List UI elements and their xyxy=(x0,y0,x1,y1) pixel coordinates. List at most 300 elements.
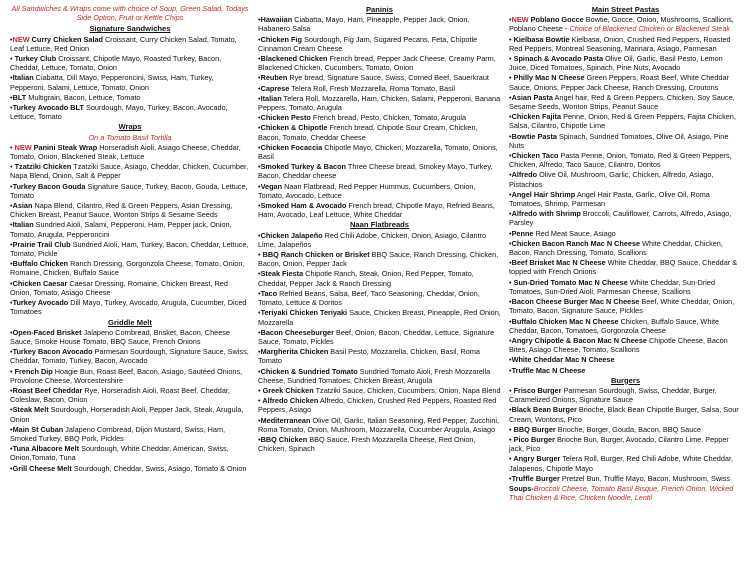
bullet: • xyxy=(10,366,13,376)
bullet: • xyxy=(258,347,261,357)
menu-item-italian xyxy=(10,73,250,91)
menu-item-angel-hair-shrimp xyxy=(509,190,742,208)
bullet: • xyxy=(10,444,13,454)
menu-item-panini-steak-wrap xyxy=(10,143,250,161)
bullet: • xyxy=(258,396,261,406)
item-description: French bread, Chipotle Sour Cream, Chicken, Bacon, Tomato, Cheddar Cheese xyxy=(258,123,478,142)
item-name: Alfredo Chicken xyxy=(260,396,319,406)
section-subtitle-wraps: On a Tomato Basil Tortilla xyxy=(88,132,172,142)
item-name: BBQ Burger xyxy=(511,424,556,434)
item-description: Brioche Bun, Burger, Avocado, Cilantro Lime, Pepper jack, Pico xyxy=(509,434,729,454)
item-name: Kielbasa Bowtie xyxy=(511,34,570,44)
item-description: Parmesan Sourdough, Swiss, Cheddar, Burger, Caramelized Onions, Signature Sauce xyxy=(509,385,717,405)
item-name: Chicken Fig xyxy=(260,34,302,44)
item-name: Caprese xyxy=(260,83,290,93)
bullet: • xyxy=(509,209,512,219)
menu-item-spinach-avocado-pasta xyxy=(509,54,742,72)
item-name: Truffle Mac N Cheese xyxy=(511,365,586,375)
menu-item-buffalo-chicken-mac-n-cheese xyxy=(509,317,742,335)
menu-item-turkey-avocado-blt xyxy=(10,103,250,121)
menu-item-roast-beef-cheddar xyxy=(10,386,250,404)
item-description: Sundried Aioli, Ham, Turkey, Bacon, Cheddar, Lettuce, Tomato, Pickle xyxy=(10,239,249,259)
item-name: Chicken Fajita xyxy=(511,112,562,122)
bullet: • xyxy=(10,298,13,308)
bullet: • xyxy=(509,277,512,287)
item-description: Jalapeno Cornbread, Brisket, Bacon, Cheese Sauce, Smoke House Tomato, BBQ Sauce, French Onions xyxy=(10,327,230,346)
item-name: Teriyaki Chicken Teriyaki xyxy=(260,308,348,318)
item-name: Tuna Albacore Melt xyxy=(12,444,80,454)
item-description: French bread, Pepper Jack Cheese, Creamy Parm, Blackened Chicken, Cucumbers, Tomato, Onion xyxy=(258,54,496,73)
item-description: Ciabatta, Mayo, Ham, Pineapple, Pepper Jack, Onion, Habanero Salsa xyxy=(258,15,470,34)
bullet: • xyxy=(10,34,13,44)
bullet: • xyxy=(509,238,512,248)
bullet: • xyxy=(509,424,512,434)
bullet: • xyxy=(509,15,512,25)
menu-item-mediterranean xyxy=(258,416,501,434)
new-badge: NEW xyxy=(511,15,529,25)
item-description: Pretzel Bun, Truffle Mayo, Bacon, Mushroom, Swiss xyxy=(559,473,731,483)
bullet: • xyxy=(258,327,261,337)
item-description: Naan Flatbread, Red Pepper Hummus, Cucumbers, Onion, Tomato, Avocado, Lettuce xyxy=(258,181,476,200)
item-name: Alfredo xyxy=(511,170,538,180)
item-name: Panini Steak Wrap xyxy=(31,142,98,152)
bullet: • xyxy=(509,228,512,238)
bullet: • xyxy=(509,316,512,326)
item-name: Bowtie Pasta xyxy=(511,131,557,141)
item-description: Parmesan Sourdough, Signature Sauce, Swiss, Cheddar, Tomato, Turkey, Bacon, Avocado xyxy=(10,347,249,366)
item-description: Croissant, Chipotle Mayo, Roasted Turkey, Bacon, Cheddar, Lettuce, Tomato, Onion xyxy=(10,54,222,73)
menu-item-prairie-trail-club xyxy=(10,240,250,258)
item-name: Chicken Caesar xyxy=(12,278,68,288)
bullet: • xyxy=(258,366,261,376)
item-option-note: Choice of Blackened Chicken or Blackened Steak xyxy=(569,24,731,34)
bullet: • xyxy=(258,15,261,25)
menu-item-italian xyxy=(10,220,250,238)
item-name: Prairie Trail Club xyxy=(12,239,71,249)
item-name: BLT xyxy=(12,92,27,102)
bullet: • xyxy=(10,424,13,434)
bullet: • xyxy=(10,405,13,415)
menu-item-angry-burger xyxy=(509,454,742,472)
bullet: • xyxy=(10,239,13,249)
menu-item-philly-mac-n-cheese xyxy=(509,73,742,91)
bullet: • xyxy=(258,269,261,279)
bullet: • xyxy=(10,220,13,230)
item-name: Spinach & Avocado Pasta xyxy=(511,54,604,64)
item-name: Mediterranean xyxy=(260,415,311,425)
item-name: Asian xyxy=(12,201,33,211)
menu-item-white-cheddar-mac-n-cheese xyxy=(509,355,742,364)
menu-item-bbq-burger xyxy=(509,425,742,434)
bullet: • xyxy=(258,54,261,64)
menu-item-alfredo-with-shrimp xyxy=(509,209,742,227)
menu-item-taco xyxy=(258,289,501,307)
bullet: • xyxy=(509,454,512,464)
item-description: Signature Sauce, Turkey, Bacon, Gouda, Lettuce, Tomato xyxy=(10,181,248,200)
menu-item-bbq-chicken xyxy=(258,435,501,453)
item-name: Chicken & Sundried Tomato xyxy=(260,366,358,376)
item-description: Caesar Dressing, Romaine, Chicken Breast, Red Onion, Tomato, Asiago Cheese xyxy=(10,278,228,297)
item-description: Rye, Horseradish Aioli, Roast Beef, Cheddar, Coleslaw, Bacon, Onion xyxy=(10,385,230,405)
section-title-paninis: Paninis xyxy=(365,5,393,14)
item-description: Bowtie, Gocce, Onion, Mushrooms, Scallions, Poblano Cheese - xyxy=(509,15,734,34)
item-description: Sauce, Chicken Breast, Pineapple, Red Onion, Mozzarella xyxy=(258,308,501,327)
menu-item-chicken-fig xyxy=(258,35,501,53)
menu-item-tuna-albacore-melt xyxy=(10,444,250,462)
menu-item-reuben xyxy=(258,73,501,82)
item-description: Green Peppers, Roast Beef, White Cheddar Sauce, Onions, Pepper Jack Cheese, Ranch Dressing, Croutons xyxy=(509,73,729,92)
section-title-main-street-pastas: Main Street Pastas xyxy=(591,5,660,14)
item-name: Margherita Chicken xyxy=(260,347,329,357)
menu-item-steak-melt xyxy=(10,405,250,423)
item-name: Italian xyxy=(12,220,34,230)
item-name: Chicken Pesto xyxy=(260,113,311,123)
menu-item-steak-fiesta xyxy=(258,269,501,287)
item-name: Smoked Turkey & Bacon xyxy=(260,162,346,172)
item-description: Chipotle Cheese, Bacon Bites, Asiago Cheese, Tomato, Scallions xyxy=(509,335,728,355)
menu-item-greek-chicken xyxy=(258,386,501,395)
item-name: Angry Chipotle & Bacon Mac N Cheese xyxy=(511,335,647,345)
bullet: • xyxy=(258,162,261,172)
item-name: Chicken Taco xyxy=(511,151,559,161)
menu-item-bacon-cheeseburger xyxy=(258,328,501,346)
menu-item-teriyaki-chicken-teriyaki xyxy=(258,308,501,326)
item-name: Tzatziki Chicken xyxy=(12,162,72,172)
item-description: Beef, Onion, Bacon, Cheddar, Lettuce, Signature Sauce, Tomato, Pickles xyxy=(258,327,495,346)
item-description: Multigrain, Bacon, Lettuce, Tomato xyxy=(26,92,141,102)
column-middle xyxy=(254,4,505,580)
item-description: Telera Roll, Burger, Red Chili Adobe, White Cheddar, Jalapenos, Chipotle Mayo xyxy=(509,454,734,473)
bullet: • xyxy=(258,93,261,103)
item-name: Beef Brisket Mac N Cheese xyxy=(511,258,606,268)
item-name: Sun-Dried Tomato Mac N Cheese xyxy=(511,277,628,287)
menu-item-beef-brisket-mac-n-cheese xyxy=(509,258,742,276)
item-description: French bread, Pesto, Chicken, Tomato, Arugula xyxy=(310,113,467,123)
menu-item-truffle-mac-n-cheese xyxy=(509,366,742,375)
menu-item-chicken-caesar xyxy=(10,279,250,297)
section-title-griddle-melt: Griddle Melt xyxy=(108,317,152,327)
bullet: • xyxy=(258,201,261,211)
menu-item-chicken-pesto xyxy=(258,113,501,122)
menu-item-buffalo-chicken xyxy=(10,259,250,277)
item-description: Chicken, Buffalo Sauce, White Cheddar, Bacon, Tomatoes, Gorgonzola Cheese xyxy=(509,316,720,335)
item-name: Turkey Bacon Avocado xyxy=(12,347,93,357)
item-description: Napa Blend, Cilantro, Red & Green Peppers, Asian Dressing, Chicken Breast, Peanut Sauce, Wonton Strips & Sesame Seeds xyxy=(10,201,233,220)
item-description: French bread, Chipotle Mayo, Refried Beans, Ham, Avocado, Leaf Lettuce, White Cheddar xyxy=(258,201,495,220)
menu-item-chicken-focaccia xyxy=(258,143,501,161)
item-name: Penne xyxy=(511,228,534,238)
soups-line xyxy=(509,484,742,502)
item-name: Bacon Cheese Burger Mac N Cheese xyxy=(511,297,640,307)
bullet: • xyxy=(10,201,13,211)
bullet: • xyxy=(258,385,261,395)
bullet: • xyxy=(509,112,512,122)
column-left xyxy=(6,4,254,580)
item-name: Poblano Gocce xyxy=(528,15,584,25)
item-name: Chicken Bacon Ranch Mac N Cheese xyxy=(511,238,641,248)
bullet: • xyxy=(258,34,261,44)
menu-item-bacon-cheese-burger-mac-n-cheese xyxy=(509,297,742,315)
item-description: Spinach, Sundried Tomatoes, Olive Oil, Asiago, Pine Nuts xyxy=(509,131,729,150)
item-description: Brioche, Black Bean Chipotle Burger, Salsa, Sour Cream, Wontons, Pico xyxy=(509,405,739,424)
bullet: • xyxy=(258,308,261,318)
bullet: • xyxy=(509,189,512,199)
bullet: • xyxy=(509,131,512,141)
item-description: Angel Hair Pasta, Garlic, Olive Oil, Roma Tomatoes, Shrimp, Parmesan xyxy=(509,189,710,209)
item-name: Open-Faced Brisket xyxy=(12,327,82,337)
item-name: Blackened Chicken xyxy=(260,54,328,64)
item-description: Brioche, Burger, Gouda, Bacon, BBQ Sauce xyxy=(555,424,701,434)
bullet: • xyxy=(10,463,13,473)
new-badge: NEW xyxy=(12,34,30,44)
new-badge: NEW xyxy=(12,142,32,152)
bullet: • xyxy=(10,73,13,83)
menu-item-sun-dried-tomato-mac-n-cheese xyxy=(509,278,742,296)
menu-item-frisco-burger xyxy=(509,386,742,404)
item-name: Turkey Avocado xyxy=(12,298,69,308)
menu-item-turkey-bacon-avocado xyxy=(10,347,250,365)
menu-item-vegan xyxy=(258,182,501,200)
bullet: • xyxy=(509,385,512,395)
menu-item-smoked-ham-avocado xyxy=(258,201,501,219)
bullet: • xyxy=(509,73,512,83)
item-name: Roast Beef Cheddar xyxy=(12,385,83,395)
menu-item-penne xyxy=(509,229,742,238)
item-name: Turkey Avocado BLT xyxy=(12,103,84,113)
bullet: • xyxy=(258,123,261,133)
item-description: Basil Pesto, Mozzarella, Chicken, Basil, Roma Tomato xyxy=(258,347,480,366)
item-name: Philly Mac N Cheese xyxy=(511,73,585,83)
bullet: • xyxy=(509,297,512,307)
menu-item-open-faced-brisket xyxy=(10,328,250,346)
item-description: White Cheddar, Chicken, Bacon, Ranch Dressing, Tomato, Scallions xyxy=(509,238,723,258)
item-description: Refried Beans, Salsa, Beef, Taco Seasoning, Cheddar, Onion, Tomato, Lettuce & Doritos xyxy=(258,288,480,308)
item-name: Smoked Ham & Avocado xyxy=(260,201,347,211)
bullet: • xyxy=(10,327,13,337)
item-description: Pasta Penne, Onion, Tomato, Red & Green Peppers, Chicken, Alfredo, Taco Sauce, Cilantro, Doritos xyxy=(509,151,732,170)
item-description: Sourdough, Mayo, Turkey, Bacon, Avocado, Lettuce, Tomato xyxy=(10,103,228,122)
menu-item-bbq-ranch-chicken-or-brisket xyxy=(258,250,501,268)
item-name: Asian Pasta xyxy=(511,92,553,102)
bullet: • xyxy=(10,103,13,113)
item-description: Olive Oil, Mushroom, Garlic, Chicken, Alfredo, Asiago, Pistachios xyxy=(509,170,714,189)
menu-item-blackened-chicken xyxy=(258,54,501,72)
bullet: • xyxy=(10,54,13,64)
item-name: Curry Chicken Salad xyxy=(29,34,103,44)
menu-item-bowtie-pasta xyxy=(509,132,742,150)
item-name: Buffalo Chicken Mac N Cheese xyxy=(511,316,619,326)
menu-item-curry-chicken-salad xyxy=(10,35,250,53)
menu-item-french-dip xyxy=(10,367,250,385)
item-name: Bacon Cheeseburger xyxy=(260,327,334,337)
item-description: White Cheddar, Sun-Dried Tomatoes, Sun-Dried Aioli, Parmesan Cheese, Scallions xyxy=(509,277,715,296)
item-description: Olive Oil, Garlic, Basil Pesto, Lemon Juice, Diced Tomatoes, Spinach, Pine Nuts, Avocado xyxy=(509,54,723,73)
menu-item-italian xyxy=(258,94,501,112)
item-name: Chicken Focaccia xyxy=(260,142,323,152)
item-description: Three Cheese bread, Smokey Mayo, Turkey, Bacon, Cheddar cheese xyxy=(258,162,493,181)
menu-item-chicken-chipotle xyxy=(258,123,501,141)
item-name: Main St Cuban xyxy=(12,424,64,434)
section-title-signature-sandwiches: Signature Sandwiches xyxy=(89,24,171,34)
bullet: • xyxy=(509,34,512,44)
item-description: Chipotle Mayo, Chicken, Mozzarella, Tomato, Onions, Basil xyxy=(258,142,498,162)
soups-list: Broccoli Cheese, Tomato Basil Bisque, French Onion, Wicked Thai Chicken & Rice, Chicken Noodle, Lentil xyxy=(509,483,734,503)
item-description: Red Meat Sauce, Asiago xyxy=(533,228,616,238)
item-description: Tzatziki Sauce, Chicken, Cucumbers, Onion, Napa Blend xyxy=(313,385,501,395)
menu-item-smoked-turkey-bacon xyxy=(258,162,501,180)
item-name: Vegan xyxy=(260,181,283,191)
menu-item-blt xyxy=(10,93,250,102)
item-name: Hawaiian xyxy=(260,15,293,25)
item-description: Angel hair, Red & Green Peppers, Chicken, Soy Sauce, Sesame Seeds, Wonton Strips, Peanut Sauce xyxy=(509,92,735,112)
item-name: French Dip xyxy=(12,366,53,376)
bullet: • xyxy=(509,92,512,102)
menu-item-chicken-bacon-ranch-mac-n-cheese xyxy=(509,239,742,257)
item-description: Telera Roll, Mozzarella, Ham, Chicken, Salami, Pepperoni, Banana Peppers, Tomato, Arugula xyxy=(258,93,501,113)
item-description: Penne, Onion, Red & Green Peppers, Fajita Chicken, Salsa, Cilantro, Chipotle Lime xyxy=(509,112,736,131)
item-description: Sourdough, Fig Jam, Sugared Pecans, Feta, Chipotle Cinnamon Cream Cheese xyxy=(258,34,478,53)
menu-item-hawaiian xyxy=(258,15,501,33)
bullet: • xyxy=(10,142,13,152)
bullet: • xyxy=(509,54,512,64)
bullet: • xyxy=(258,73,261,83)
item-name: Reuben xyxy=(260,73,288,83)
section-title-burgers: Burgers xyxy=(610,375,641,385)
item-description: BBQ Sauce, Fresh Mozzarella Cheese, Red Onion, Chicken, Spinach xyxy=(258,434,476,454)
item-description: Horseradish Aioli, Asiago Cheese, Cheddar, Tomato, Onion, Blackened Steak, Lettuce xyxy=(10,142,241,162)
bullet: • xyxy=(258,415,261,425)
item-name: Italian xyxy=(260,93,282,103)
item-name: Turkey Bacon Gouda xyxy=(12,181,86,191)
item-description: Kielbasa, Onion, Crushed Red Peppers, Roasted Red Peppers, Montreal Seasoning, Marinara, Asiago, Parmesan xyxy=(509,34,731,53)
item-name: Steak Melt xyxy=(12,405,49,415)
bullet: • xyxy=(258,288,261,298)
menu-item-asian xyxy=(10,201,250,219)
item-description: Hoagie Bun, Roast Beef, Bacon, Asiago, Sautéed Onions, Provolone Cheese, Worcestershire xyxy=(10,366,243,385)
item-description: Sourdough, Horseradish Aioli, Pepper Jack, Steak, Arugula, Onion xyxy=(10,405,244,424)
menu-item-truffle-burger xyxy=(509,474,742,483)
bullet: • xyxy=(10,181,13,191)
item-description: White Cheddar, BBQ Sauce, Cheddar & topped with French Onions xyxy=(509,258,738,277)
bullet: • xyxy=(258,142,261,152)
menu-item-chicken-jalape-o xyxy=(258,231,501,249)
menu-item-poblano-gocce xyxy=(509,15,742,33)
bullet: • xyxy=(509,355,512,365)
menu-item-tzatziki-chicken xyxy=(10,162,250,180)
menu-item-kielbasa-bowtie xyxy=(509,35,742,53)
item-name: Steak Fiesta xyxy=(260,269,304,279)
menu-item-grill-cheese-melt xyxy=(10,464,250,473)
bullet: • xyxy=(10,278,13,288)
item-description: Sundried Aioli, Salami, Pepperoni, Ham, Pepper jack, Onion, Tomato, Arugula, Pepperoncini xyxy=(10,220,232,239)
section-title-wraps: Wraps xyxy=(118,122,142,132)
item-name: Chicken Jalapeño xyxy=(260,230,323,240)
menu-item-turkey-avocado xyxy=(10,298,250,316)
item-description: Croissant, Curry Chicken Salad, Tomato, Leaf Lettuce, Red Onion xyxy=(10,34,237,53)
menu-item-turkey-club xyxy=(10,54,250,72)
menu-item-black-bean-burger xyxy=(509,405,742,423)
bullet: • xyxy=(10,259,13,269)
bullet: • xyxy=(258,113,261,123)
bullet: • xyxy=(258,434,261,444)
item-description: Jalapeno Cornbread, Dijon Mustard, Swiss, Ham, Smoked Turkey, BBQ Pork, Pickles xyxy=(10,424,226,443)
item-description: Rye bread, Signature Sauce, Swiss, Corned Beef, Sauerkraut xyxy=(287,73,489,83)
bullet: • xyxy=(10,385,13,395)
menu-item-main-st-cuban xyxy=(10,425,250,443)
item-name: Greek Chicken xyxy=(260,385,314,395)
bullet: • xyxy=(509,434,512,444)
item-description: Ciabatta, Dill Mayo, Pepperoncini, Swiss, Ham, Turkey, Pepperoni, Salami, Lettuce, Tomato, Onion xyxy=(10,73,214,92)
menu-item-angry-chipotle-bacon-mac-n-cheese xyxy=(509,336,742,354)
item-description: Sundried Tomato Aioli, Fresh Mozzarella Cheese, Sundried Tomatoes, Chicken Breast, Arugula xyxy=(258,366,491,385)
bullet: • xyxy=(258,230,261,240)
menu-item-margherita-chicken xyxy=(258,347,501,365)
soups-label: Soups- xyxy=(509,483,534,493)
bullet: • xyxy=(258,83,261,93)
bullet: • xyxy=(258,250,261,260)
item-name: Alfredo with Shrimp xyxy=(511,209,581,219)
bullet: • xyxy=(10,347,13,357)
menu-item-chicken-taco xyxy=(509,151,742,169)
item-description: Chipotle Ranch, Steak, Onion, Red Pepper, Tomato, Cheddar, Pepper Jack & Ranch Dressing xyxy=(258,269,474,288)
item-name: Black Bean Burger xyxy=(511,405,577,415)
bullet: • xyxy=(10,92,13,102)
item-name: BBQ Ranch Chicken or Brisket xyxy=(260,250,370,260)
item-name: Frisco Burger xyxy=(511,385,562,395)
bullet: • xyxy=(509,365,512,375)
bullet: • xyxy=(509,170,512,180)
item-description: Broccoli, Cauliflower, Carrots, Alfredo, Asiago, Parsley xyxy=(509,209,732,228)
item-name: Turkey Club xyxy=(12,54,57,64)
bullet: • xyxy=(509,258,512,268)
menu-item-chicken-fajita xyxy=(509,112,742,130)
menu-item-pico-burger xyxy=(509,435,742,453)
item-description: Beef, White Cheddar, Onion, Tomato, Bacon, Signature Sauce, Pickles xyxy=(509,297,735,316)
item-description: Alfredo, Chicken, Crushed Red Peppers, Roasted Red Peppers, Asiago xyxy=(258,396,497,415)
item-description: Red Chili Adobe, Chicken, Onion, Asiago, Cilantro Lime, Jalapeños xyxy=(258,230,487,249)
bullet: • xyxy=(509,335,512,345)
item-name: Grill Cheese Melt xyxy=(12,463,72,473)
item-name: Angry Burger xyxy=(511,454,561,464)
menu-item-turkey-bacon-gouda xyxy=(10,182,250,200)
item-name: Taco xyxy=(260,288,278,298)
item-name: White Cheddar Mac N Cheese xyxy=(511,355,615,365)
menu-item-caprese xyxy=(258,84,501,93)
section-title-naan-flatbreads: Naan Flatbreads xyxy=(349,220,410,230)
item-description: BBQ Sauce, Ranch Dressing, Chicken, Bacon, Onion, Pepper Jack xyxy=(258,250,499,269)
item-description: Sourdough, White Cheddar, American, Swiss, Onion,Tomato, Tuna xyxy=(10,444,229,463)
item-description: Sourdough, Cheddar, Swiss, Asiago, Tomato & Onion xyxy=(71,463,247,473)
menu-item-chicken-sundried-tomato xyxy=(258,367,501,385)
bullet: • xyxy=(509,405,512,415)
item-name: Pico Burger xyxy=(511,434,555,444)
item-name: Buffalo Chicken xyxy=(12,259,69,269)
item-name: Italian xyxy=(12,73,34,83)
menu-item-alfredo xyxy=(509,170,742,188)
column-right xyxy=(505,4,746,580)
item-name: Angel Hair Shrimp xyxy=(511,189,576,199)
item-description: Ranch Dressing, Gorgonzola Cheese, Tomato, Onion, Romaine, Chicken, Buffalo Sauce xyxy=(10,259,245,278)
menu-item-asian-pasta xyxy=(509,93,742,111)
item-name: BBQ Chicken xyxy=(260,434,308,444)
menu-intro: All Sandwiches & Wraps come with choice of Soup, Green Salad, Todays Side Option, Fruit or Kettle Chips xyxy=(11,4,249,23)
item-description: Dill Mayo, Turkey, Avocado, Arugula, Cucumber, Diced Tomatoes xyxy=(10,298,247,317)
menu-item-alfredo-chicken xyxy=(258,396,501,414)
item-description: Olive Oil, Garlic, Italian Seasoning, Red Pepper, Zucchini, Roma Tomato, Onion, Mushroom, Mozzarella, Cucumber Arugula, Asiago xyxy=(258,415,500,434)
item-name: Chicken & Chipotle xyxy=(260,123,328,133)
item-description: Telera Roll, Fresh Mozzarella, Roma Tomato, Basil xyxy=(289,83,455,93)
bullet: • xyxy=(258,181,261,191)
